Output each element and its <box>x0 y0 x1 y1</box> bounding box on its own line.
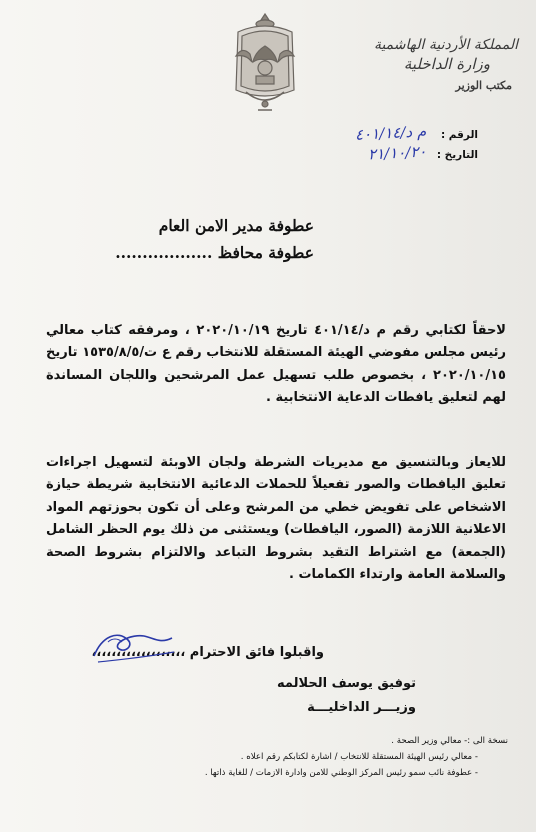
body-paragraph-2: للايعاز وبالتنسيق مع مديريات الشرطة ولجان الاوبئة لتسهيل اجراءات تعليق اليافطات والصور تفعيلاً للحملات الدعائية الانتخابية شريطة حيازة الاشخاص على تفويض خطي من المرشح وعلى أن تكون بحوزتهم المواد الاعلانية اللازمة (الصور، اليافطات) ويستثنى من ذلك يوم الحظر الشامل (الجمعة) مع اشتراط التقيد بشروط التباعد والالتزام بشروط الصحة والسلامة العامة وارتداء الكمامات . <box>46 455 506 583</box>
reference-date-row <box>298 144 478 164</box>
cc-line-1: - معالي رئيس الهيئة المستقلة للانتخاب / اشارة لكتابكم رقم اعلاه . <box>240 752 478 762</box>
reference-number-label: الرقم : <box>440 129 478 141</box>
kingdom-name: المملكة الأردنية الهاشمية <box>373 37 518 53</box>
signer-block <box>277 672 416 720</box>
reference-date-label: التاريخ : <box>436 149 478 161</box>
office-name: مكتب الوزير <box>455 79 512 92</box>
reference-number-value: م د/٤٠١/١٤ <box>354 122 427 144</box>
closing-line: واقبلوا فائق الاحترام ،،،،،،،،،،،،،،،،،،، <box>91 645 324 660</box>
signer-name: توفيق يوسف الحلالمه <box>277 676 416 691</box>
body-paragraph-1: لاحقاً لكتابي رقم م د/٤٠١/١٤ تاريخ ٢٠٢٠/١٠/١٩ ، ومرفقه كتاب معالي رئيس مجلس مفوضي الهيئة المستقلة للانتخاب رقم ع ت/١٥٣٥/٨/٥ تاريخ ٢٠٢٠/١٠/١٥ ، بخصوص طلب تسهيل عمل المرشحين واللجان المساندة لهم لتعليق يافطات الدعاية الانتخابية . <box>46 323 506 406</box>
signer-title: وزيـــر الداخليـــة <box>307 700 416 715</box>
ministry-name: وزارة الداخلية <box>403 55 490 73</box>
ministry-header <box>348 36 518 93</box>
reference-number-row <box>298 124 478 144</box>
addressee-line-2: عطوفة محافظ .................. <box>115 243 314 262</box>
addressees <box>115 212 314 266</box>
reference-date-value: ٢١/١٠/٢٠ <box>367 142 427 164</box>
signature-icon <box>88 616 180 672</box>
coat-of-arms-icon <box>228 10 302 114</box>
cc-list <box>18 733 508 781</box>
cc-heading: نسخة الى :- معالي وزير الصحة . <box>391 736 508 746</box>
cc-line-2: - عطوفة نائب سمو رئيس المركز الوطني للامن وادارة الازمات / للغاية ذاتها . <box>204 768 478 778</box>
addressee-line-1: عطوفة مدير الامن العام <box>158 216 314 235</box>
reference-block <box>298 124 478 164</box>
